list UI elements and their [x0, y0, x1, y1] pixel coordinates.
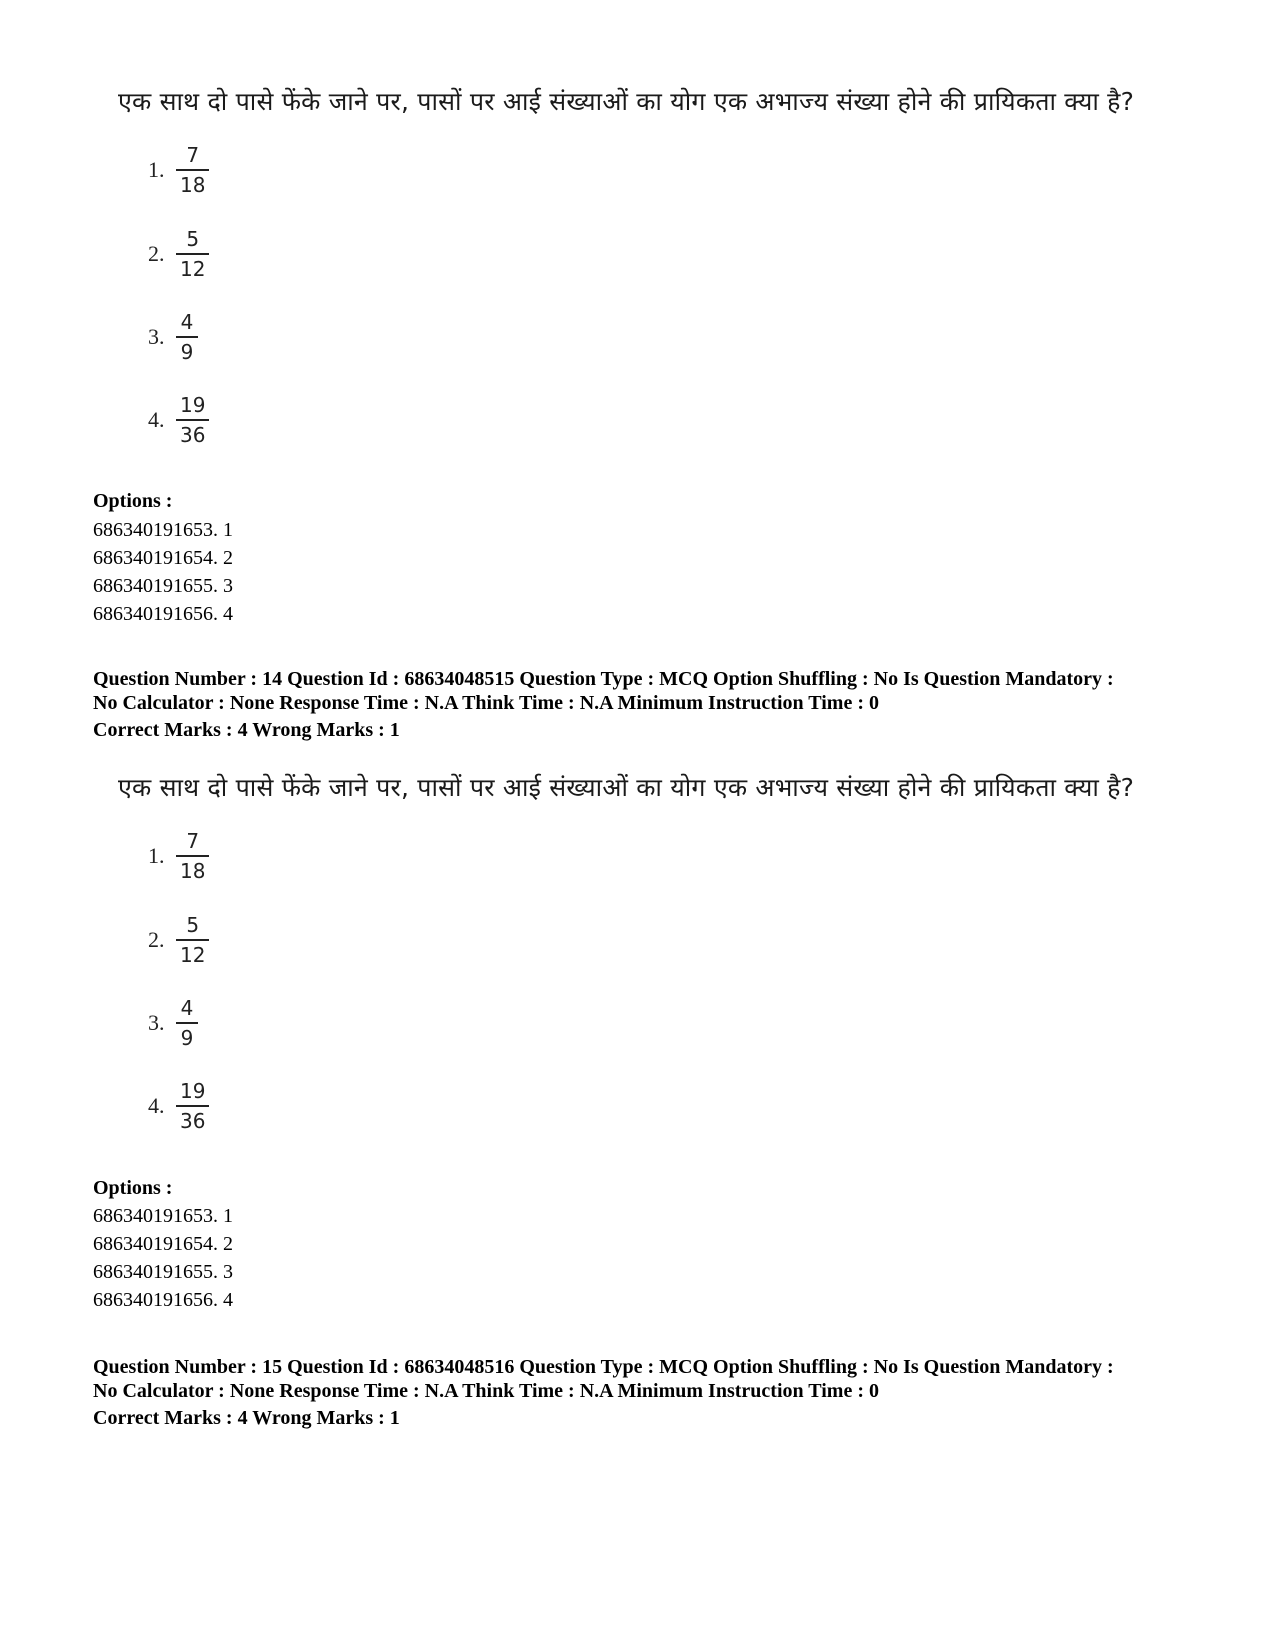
fraction	[178, 143, 207, 197]
choice-number: 2.	[148, 241, 165, 266]
numerator: 7	[186, 143, 200, 167]
choice-number: 2.	[148, 927, 165, 952]
options-heading: Options :	[93, 1177, 173, 1199]
choice-number: 1.	[148, 843, 165, 868]
option-id-line: 686340191655. 3	[93, 575, 233, 597]
fraction-bar	[176, 169, 209, 171]
numerator: 4	[180, 996, 194, 1020]
denominator: 9	[180, 340, 194, 364]
question-text: एक साथ दो पासे फेंके जाने पर, पासों पर आई संख्याओं का योग एक अभाज्य संख्या होने की प्रायिकता क्या है?	[118, 773, 1135, 802]
fraction-bar	[176, 253, 209, 255]
denominator: 36	[180, 1109, 206, 1133]
fraction-bar	[176, 939, 209, 941]
denominator: 18	[180, 859, 206, 883]
fraction	[178, 829, 207, 883]
meta-line: No Calculator : None Response Time : N.A Think Time : N.A Minimum Instruction Time : 0	[93, 692, 879, 714]
option-id-line: 686340191654. 2	[93, 1233, 233, 1255]
fraction-bar	[176, 1022, 198, 1024]
fraction-bar	[176, 336, 198, 338]
fraction	[178, 310, 196, 364]
option-id-line: 686340191656. 4	[93, 603, 233, 625]
fraction	[178, 996, 196, 1050]
denominator: 12	[180, 257, 206, 281]
fraction	[178, 227, 207, 281]
answer-choice-1	[148, 141, 207, 199]
fraction-bar	[176, 855, 209, 857]
option-id-line: 686340191653. 1	[93, 1205, 233, 1227]
answer-choice-4	[148, 391, 207, 449]
answer-choice-4	[148, 1077, 207, 1135]
question-marks: Correct Marks : 4 Wrong Marks : 1	[93, 1407, 400, 1429]
numerator: 5	[186, 913, 200, 937]
numerator: 4	[180, 310, 194, 334]
numerator: 19	[180, 1079, 206, 1103]
options-heading: Options :	[93, 490, 173, 512]
choice-number: 4.	[148, 407, 165, 432]
question-meta	[93, 1355, 1193, 1403]
numerator: 7	[186, 829, 200, 853]
denominator: 9	[180, 1026, 194, 1050]
numerator: 5	[186, 227, 200, 251]
numerator: 19	[180, 393, 206, 417]
answer-choice-2	[148, 911, 207, 969]
choice-number: 3.	[148, 324, 165, 349]
answer-choice-3	[148, 994, 196, 1052]
option-id-line: 686340191655. 3	[93, 1261, 233, 1283]
denominator: 12	[180, 943, 206, 967]
answer-choice-1	[148, 827, 207, 885]
denominator: 18	[180, 173, 206, 197]
meta-line: Question Number : 15 Question Id : 68634048516 Question Type : MCQ Option Shuffling : No Is Question Mandatory :	[93, 1356, 1114, 1378]
meta-line: Question Number : 14 Question Id : 68634048515 Question Type : MCQ Option Shuffling : No Is Question Mandatory :	[93, 668, 1114, 690]
question-meta	[93, 667, 1193, 715]
denominator: 36	[180, 423, 206, 447]
option-id-line: 686340191653. 1	[93, 519, 233, 541]
answer-choice-3	[148, 308, 196, 366]
fraction	[178, 393, 207, 447]
choice-number: 3.	[148, 1010, 165, 1035]
option-id-line: 686340191656. 4	[93, 1289, 233, 1311]
answer-choice-2	[148, 225, 207, 283]
fraction-bar	[176, 419, 209, 421]
fraction	[178, 1079, 207, 1133]
choice-number: 1.	[148, 157, 165, 182]
question-text: एक साथ दो पासे फेंके जाने पर, पासों पर आई संख्याओं का योग एक अभाज्य संख्या होने की प्रायिकता क्या है?	[118, 87, 1135, 116]
question-marks: Correct Marks : 4 Wrong Marks : 1	[93, 719, 400, 741]
meta-line: No Calculator : None Response Time : N.A Think Time : N.A Minimum Instruction Time : 0	[93, 1380, 879, 1402]
option-id-line: 686340191654. 2	[93, 547, 233, 569]
fraction-bar	[176, 1105, 209, 1107]
choice-number: 4.	[148, 1093, 165, 1118]
fraction	[178, 913, 207, 967]
